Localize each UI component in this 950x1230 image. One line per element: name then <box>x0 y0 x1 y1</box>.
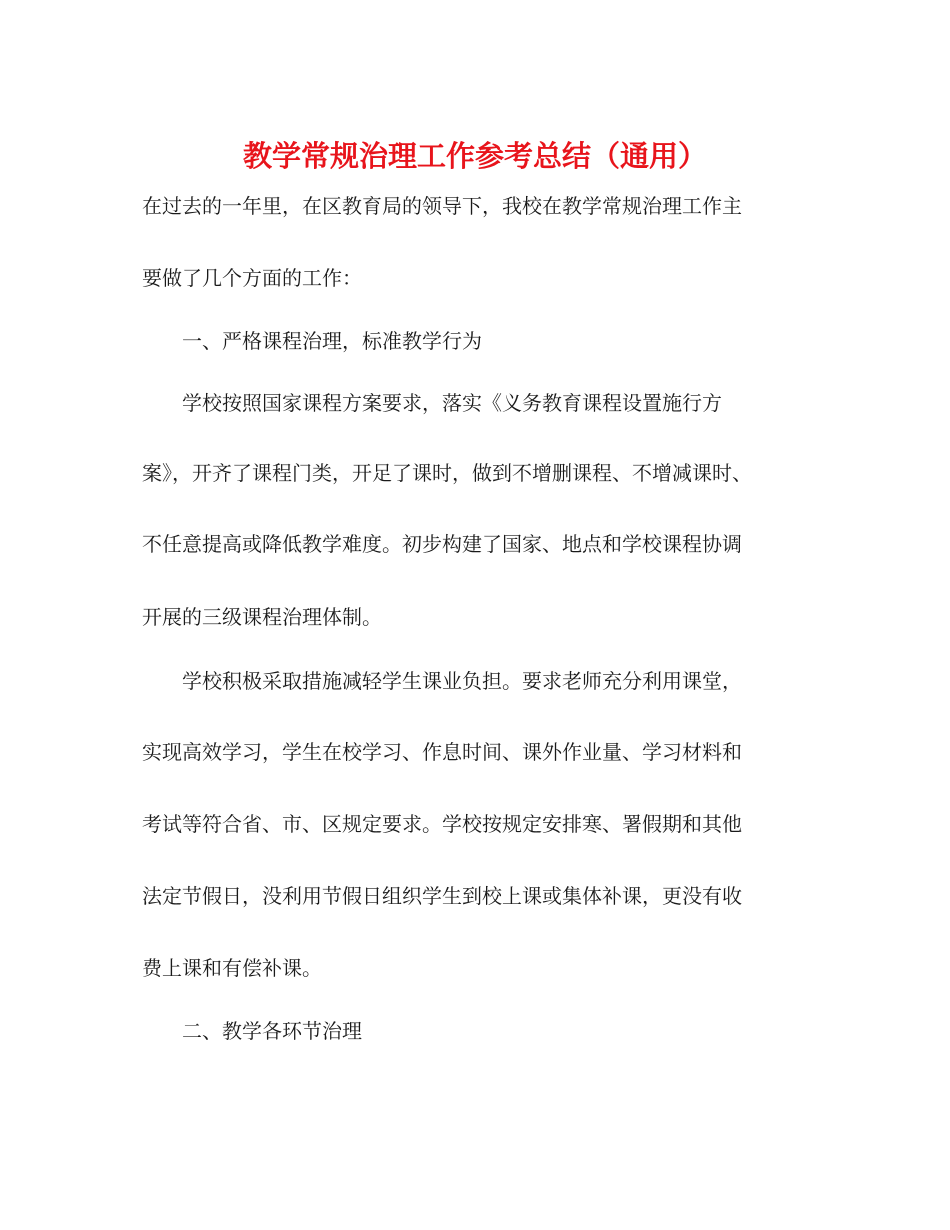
paragraph-line-4: 案》，开齐了课程门类，开足了课时，做到不增删课程、不增减课时、 <box>142 461 752 485</box>
paragraph-line-1: 在过去的一年里，在区教育局的领导下，我校在教学常规治理工作主 <box>142 194 742 218</box>
paragraph-line-8: 实现高效学习，学生在校学习、作息时间、课外作业量、学习材料和 <box>142 740 742 764</box>
paragraph-line-9: 考试等符合省、市、区规定要求。学校按规定安排寒、署假期和其他 <box>142 812 742 836</box>
document-title: 教学常规治理工作参考总结（通用） <box>242 139 707 173</box>
paragraph-line-5: 不任意提高或降低教学难度。初步构建了国家、地点和学校课程协调 <box>142 532 742 556</box>
section-heading-1: 一、严格课程治理，标准教学行为 <box>182 329 482 353</box>
paragraph-line-10: 法定节假日，没利用节假日组织学生到校上课或集体补课，更没有收 <box>142 884 742 908</box>
paragraph-line-2: 要做了几个方面的工作： <box>142 266 362 290</box>
paragraph-line-7: 学校积极采取措施减轻学生课业负担。要求老师充分利用课堂， <box>182 669 742 693</box>
section-heading-2: 二、教学各环节治理 <box>182 1019 362 1043</box>
paragraph-line-11: 费上课和有偿补课。 <box>142 956 322 980</box>
paragraph-line-3: 学校按照国家课程方案要求，落实《义务教育课程设置施行方 <box>182 391 722 415</box>
paragraph-line-6: 开展的三级课程治理体制。 <box>142 605 382 629</box>
